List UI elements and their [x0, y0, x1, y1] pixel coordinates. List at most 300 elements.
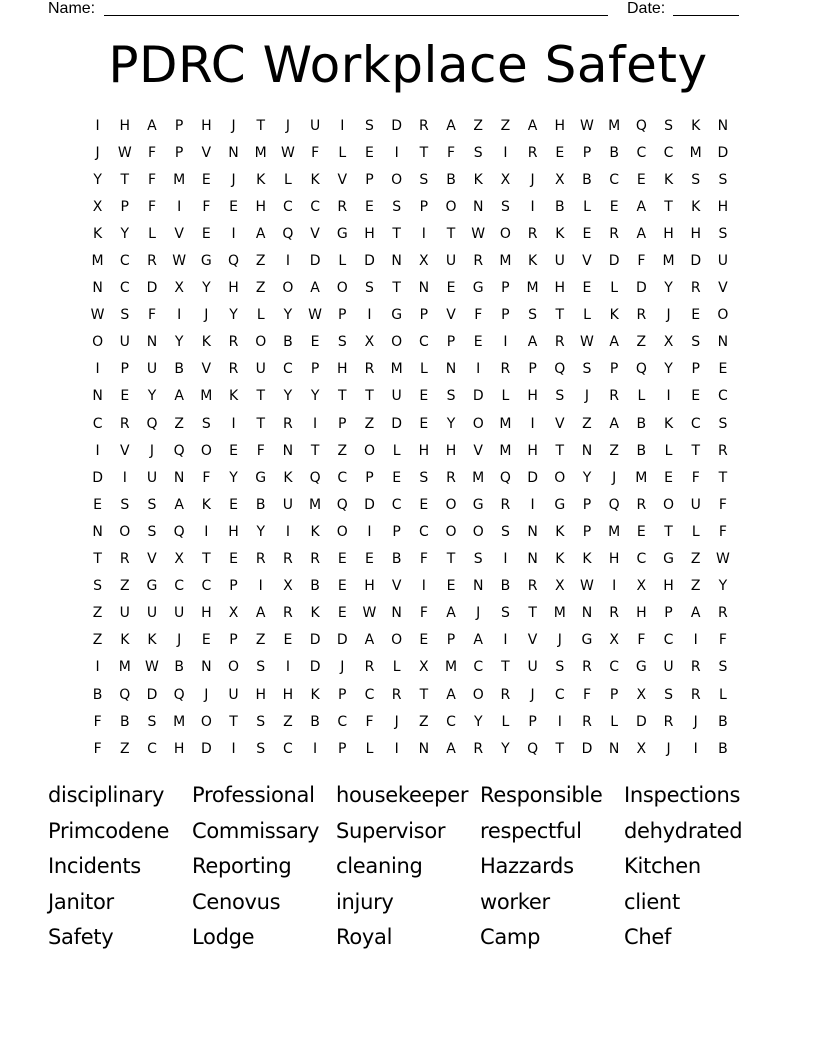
- grid-letter[interactable]: A: [690, 605, 701, 622]
- grid-letter[interactable]: Y: [174, 334, 184, 351]
- grid-letter[interactable]: H: [554, 117, 566, 134]
- grid-letter[interactable]: V: [119, 442, 130, 459]
- grid-letter[interactable]: N: [527, 551, 538, 568]
- grid-letter[interactable]: J: [666, 740, 671, 757]
- grid-letter[interactable]: K: [691, 198, 701, 215]
- grid-letter[interactable]: R: [119, 551, 130, 568]
- grid-letter[interactable]: M: [526, 280, 539, 297]
- grid-letter[interactable]: A: [446, 740, 456, 757]
- grid-letter[interactable]: A: [527, 117, 538, 134]
- grid-letter[interactable]: Q: [527, 740, 539, 757]
- grid-letter[interactable]: N: [717, 334, 729, 351]
- grid-letter[interactable]: H: [636, 605, 647, 622]
- grid-letter[interactable]: K: [283, 469, 293, 486]
- grid-letter[interactable]: H: [527, 442, 538, 459]
- grid-letter[interactable]: F: [419, 605, 428, 622]
- grid-letter[interactable]: B: [636, 415, 647, 432]
- grid-letter[interactable]: T: [419, 686, 429, 703]
- grid-letter[interactable]: B: [283, 334, 293, 351]
- grid-letter[interactable]: Q: [309, 469, 321, 486]
- grid-letter[interactable]: Y: [229, 307, 238, 324]
- grid-letter[interactable]: L: [256, 307, 265, 324]
- grid-letter[interactable]: Z: [283, 713, 293, 730]
- grid-letter[interactable]: B: [119, 713, 130, 730]
- grid-letter[interactable]: R: [500, 496, 511, 513]
- grid-letter[interactable]: S: [256, 713, 266, 730]
- grid-letter[interactable]: T: [555, 307, 565, 324]
- grid-letter[interactable]: U: [174, 605, 185, 622]
- grid-letter[interactable]: D: [309, 632, 321, 649]
- grid-letter[interactable]: Z: [609, 442, 619, 459]
- grid-letter[interactable]: I: [122, 469, 127, 486]
- grid-letter[interactable]: M: [173, 713, 186, 730]
- grid-letter[interactable]: A: [609, 415, 619, 432]
- grid-letter[interactable]: Q: [228, 253, 240, 270]
- grid-letter[interactable]: U: [445, 253, 457, 270]
- grid-letter[interactable]: S: [664, 117, 673, 134]
- grid-letter[interactable]: P: [310, 361, 320, 378]
- grid-letter[interactable]: E: [718, 361, 728, 378]
- grid-letter[interactable]: J: [584, 388, 590, 405]
- grid-letter[interactable]: I: [503, 551, 508, 568]
- grid-letter[interactable]: G: [472, 496, 484, 513]
- grid-letter[interactable]: P: [338, 415, 347, 432]
- grid-letter[interactable]: K: [201, 334, 211, 351]
- grid-letter[interactable]: C: [718, 388, 728, 405]
- grid-letter[interactable]: D: [717, 144, 729, 161]
- grid-letter[interactable]: Y: [310, 388, 320, 405]
- grid-letter[interactable]: E: [555, 144, 565, 161]
- grid-letter[interactable]: H: [690, 225, 701, 242]
- grid-letter[interactable]: G: [336, 225, 348, 242]
- grid-letter[interactable]: I: [313, 740, 318, 757]
- grid-letter[interactable]: W: [715, 551, 730, 568]
- grid-letter[interactable]: C: [663, 632, 674, 649]
- grid-letter[interactable]: R: [609, 388, 620, 405]
- grid-letter[interactable]: Q: [173, 523, 185, 540]
- grid-letter[interactable]: Y: [283, 388, 293, 405]
- grid-letter[interactable]: P: [392, 523, 401, 540]
- grid-letter[interactable]: P: [174, 144, 184, 161]
- grid-letter[interactable]: T: [256, 117, 265, 134]
- grid-letter[interactable]: I: [421, 578, 426, 595]
- grid-letter[interactable]: G: [472, 280, 484, 297]
- grid-letter[interactable]: W: [362, 605, 377, 622]
- grid-letter[interactable]: K: [310, 171, 320, 188]
- grid-letter[interactable]: P: [446, 632, 456, 649]
- grid-letter[interactable]: I: [557, 713, 562, 730]
- grid-letter[interactable]: E: [201, 225, 211, 242]
- grid-letter[interactable]: Q: [499, 469, 511, 486]
- grid-letter[interactable]: J: [557, 632, 562, 649]
- grid-letter[interactable]: E: [636, 171, 646, 188]
- grid-letter[interactable]: O: [282, 280, 294, 297]
- grid-letter[interactable]: P: [528, 361, 537, 378]
- grid-letter[interactable]: E: [419, 415, 429, 432]
- grid-letter[interactable]: S: [120, 307, 130, 324]
- grid-letter[interactable]: W: [145, 659, 159, 676]
- name-field-line[interactable]: [104, 15, 608, 16]
- grid-letter[interactable]: I: [177, 307, 182, 324]
- grid-letter[interactable]: N: [527, 523, 538, 540]
- grid-letter[interactable]: E: [310, 334, 320, 351]
- grid-letter[interactable]: H: [173, 740, 185, 757]
- grid-letter[interactable]: N: [445, 361, 457, 378]
- grid-letter[interactable]: I: [394, 740, 399, 757]
- grid-letter[interactable]: A: [636, 198, 647, 215]
- grid-letter[interactable]: S: [147, 713, 157, 730]
- grid-letter[interactable]: L: [583, 307, 591, 324]
- grid-letter[interactable]: K: [201, 496, 211, 513]
- grid-letter[interactable]: B: [609, 144, 619, 161]
- grid-letter[interactable]: J: [612, 469, 617, 486]
- grid-letter[interactable]: S: [500, 198, 510, 215]
- grid-letter[interactable]: U: [391, 388, 402, 405]
- grid-letter[interactable]: R: [554, 334, 565, 351]
- grid-letter[interactable]: C: [690, 415, 701, 432]
- grid-letter[interactable]: K: [228, 388, 239, 405]
- grid-letter[interactable]: X: [419, 253, 429, 270]
- grid-letter[interactable]: B: [718, 740, 728, 757]
- grid-letter[interactable]: F: [419, 551, 428, 568]
- grid-letter[interactable]: E: [419, 496, 429, 513]
- grid-letter[interactable]: M: [662, 253, 675, 270]
- grid-letter[interactable]: S: [555, 388, 565, 405]
- grid-letter[interactable]: I: [95, 659, 100, 676]
- grid-letter[interactable]: J: [231, 117, 236, 134]
- grid-letter[interactable]: R: [119, 415, 130, 432]
- grid-letter[interactable]: S: [365, 280, 374, 297]
- grid-letter[interactable]: M: [499, 253, 512, 270]
- grid-letter[interactable]: F: [718, 632, 727, 649]
- grid-letter[interactable]: I: [95, 361, 100, 378]
- grid-letter[interactable]: O: [472, 415, 484, 432]
- grid-letter[interactable]: Z: [473, 117, 484, 134]
- grid-letter[interactable]: G: [200, 253, 212, 270]
- grid-letter[interactable]: F: [474, 307, 483, 324]
- grid-letter[interactable]: C: [337, 469, 348, 486]
- grid-letter[interactable]: Z: [174, 415, 184, 432]
- grid-letter[interactable]: C: [636, 144, 647, 161]
- grid-letter[interactable]: F: [202, 469, 211, 486]
- grid-letter[interactable]: H: [201, 117, 212, 134]
- grid-letter[interactable]: E: [201, 171, 211, 188]
- grid-letter[interactable]: H: [282, 686, 294, 703]
- grid-letter[interactable]: N: [173, 469, 185, 486]
- grid-letter[interactable]: L: [501, 388, 510, 405]
- grid-letter[interactable]: S: [120, 496, 130, 513]
- grid-letter[interactable]: M: [91, 253, 104, 270]
- grid-letter[interactable]: O: [228, 659, 240, 676]
- grid-letter[interactable]: M: [254, 144, 267, 161]
- grid-letter[interactable]: C: [310, 198, 320, 215]
- grid-letter[interactable]: M: [635, 469, 648, 486]
- grid-letter[interactable]: U: [228, 686, 239, 703]
- grid-letter[interactable]: R: [147, 253, 157, 270]
- grid-letter[interactable]: U: [119, 334, 130, 351]
- grid-letter[interactable]: S: [664, 686, 673, 703]
- grid-letter[interactable]: Z: [364, 415, 375, 432]
- grid-letter[interactable]: S: [718, 659, 728, 676]
- grid-letter[interactable]: J: [204, 686, 209, 703]
- grid-letter[interactable]: N: [391, 605, 402, 622]
- grid-letter[interactable]: I: [95, 442, 100, 459]
- grid-letter[interactable]: S: [256, 740, 266, 757]
- grid-letter[interactable]: L: [392, 442, 401, 459]
- grid-letter[interactable]: L: [610, 713, 619, 730]
- grid-letter[interactable]: B: [174, 361, 184, 378]
- grid-letter[interactable]: C: [663, 144, 674, 161]
- grid-letter[interactable]: B: [718, 713, 728, 730]
- grid-letter[interactable]: V: [527, 632, 538, 649]
- grid-letter[interactable]: R: [255, 551, 266, 568]
- grid-letter[interactable]: T: [718, 469, 728, 486]
- grid-letter[interactable]: S: [473, 551, 483, 568]
- grid-letter[interactable]: F: [147, 198, 156, 215]
- grid-letter[interactable]: B: [310, 578, 320, 595]
- grid-letter[interactable]: K: [256, 171, 266, 188]
- grid-letter[interactable]: D: [690, 253, 702, 270]
- grid-letter[interactable]: I: [503, 632, 508, 649]
- grid-letter[interactable]: U: [119, 605, 130, 622]
- grid-letter[interactable]: H: [554, 280, 566, 297]
- grid-letter[interactable]: V: [718, 280, 728, 297]
- grid-letter[interactable]: I: [285, 253, 290, 270]
- grid-letter[interactable]: I: [367, 307, 372, 324]
- grid-letter[interactable]: P: [609, 686, 619, 703]
- grid-letter[interactable]: P: [501, 307, 510, 324]
- grid-letter[interactable]: H: [364, 578, 375, 595]
- grid-letter[interactable]: M: [499, 442, 512, 459]
- grid-letter[interactable]: Q: [554, 361, 566, 378]
- grid-letter[interactable]: Z: [119, 578, 130, 595]
- grid-letter[interactable]: X: [636, 578, 647, 595]
- grid-letter[interactable]: Y: [473, 713, 483, 730]
- grid-letter[interactable]: O: [391, 171, 403, 188]
- grid-letter[interactable]: K: [93, 225, 103, 242]
- grid-letter[interactable]: I: [340, 117, 345, 134]
- grid-letter[interactable]: R: [609, 605, 620, 622]
- grid-letter[interactable]: J: [149, 442, 155, 459]
- grid-letter[interactable]: C: [473, 659, 484, 676]
- grid-letter[interactable]: Q: [635, 361, 647, 378]
- grid-letter[interactable]: T: [555, 442, 565, 459]
- grid-letter[interactable]: M: [444, 659, 458, 676]
- grid-letter[interactable]: S: [718, 415, 728, 432]
- grid-letter[interactable]: Q: [146, 415, 158, 432]
- grid-letter[interactable]: L: [610, 280, 619, 297]
- grid-letter[interactable]: F: [447, 144, 456, 161]
- grid-letter[interactable]: S: [473, 144, 483, 161]
- grid-letter[interactable]: S: [555, 659, 565, 676]
- grid-letter[interactable]: O: [554, 469, 566, 486]
- grid-letter[interactable]: I: [476, 361, 481, 378]
- grid-letter[interactable]: A: [174, 496, 184, 513]
- grid-letter[interactable]: S: [201, 415, 211, 432]
- grid-letter[interactable]: V: [201, 361, 212, 378]
- grid-letter[interactable]: H: [364, 225, 375, 242]
- grid-letter[interactable]: I: [394, 144, 399, 161]
- grid-letter[interactable]: R: [690, 686, 701, 703]
- grid-letter[interactable]: V: [147, 551, 157, 568]
- grid-letter[interactable]: D: [391, 415, 403, 432]
- grid-letter[interactable]: E: [120, 388, 130, 405]
- grid-letter[interactable]: K: [120, 632, 130, 649]
- grid-letter[interactable]: M: [200, 388, 213, 405]
- grid-letter[interactable]: M: [390, 361, 403, 378]
- grid-letter[interactable]: F: [582, 686, 591, 703]
- grid-letter[interactable]: I: [367, 523, 372, 540]
- grid-letter[interactable]: P: [365, 469, 374, 486]
- grid-letter[interactable]: Y: [664, 280, 673, 297]
- grid-letter[interactable]: R: [364, 659, 375, 676]
- grid-letter[interactable]: C: [337, 713, 348, 730]
- grid-letter[interactable]: O: [391, 334, 403, 351]
- grid-letter[interactable]: B: [554, 198, 565, 215]
- grid-letter[interactable]: Y: [93, 171, 102, 188]
- grid-letter[interactable]: E: [337, 578, 347, 595]
- grid-letter[interactable]: Z: [255, 253, 266, 270]
- grid-letter[interactable]: I: [612, 578, 617, 595]
- grid-letter[interactable]: D: [635, 713, 647, 730]
- grid-letter[interactable]: P: [338, 740, 347, 757]
- grid-letter[interactable]: S: [256, 659, 266, 676]
- grid-letter[interactable]: T: [446, 551, 456, 568]
- grid-letter[interactable]: I: [313, 415, 318, 432]
- grid-letter[interactable]: J: [231, 171, 236, 188]
- grid-letter[interactable]: N: [581, 605, 593, 622]
- grid-letter[interactable]: Y: [120, 225, 130, 242]
- grid-letter[interactable]: D: [608, 253, 620, 270]
- grid-letter[interactable]: T: [310, 442, 320, 459]
- grid-letter[interactable]: J: [666, 307, 671, 324]
- grid-letter[interactable]: A: [174, 388, 184, 405]
- grid-letter[interactable]: L: [719, 686, 727, 703]
- grid-letter[interactable]: H: [228, 280, 239, 297]
- grid-letter[interactable]: E: [473, 334, 483, 351]
- grid-letter[interactable]: E: [419, 632, 429, 649]
- grid-letter[interactable]: P: [528, 713, 537, 730]
- grid-letter[interactable]: E: [365, 551, 374, 568]
- grid-letter[interactable]: P: [664, 605, 673, 622]
- grid-letter[interactable]: Z: [92, 605, 103, 622]
- grid-letter[interactable]: C: [119, 253, 130, 270]
- grid-letter[interactable]: O: [200, 442, 212, 459]
- grid-letter[interactable]: U: [717, 253, 729, 270]
- grid-letter[interactable]: I: [530, 198, 535, 215]
- grid-letter[interactable]: U: [309, 117, 321, 134]
- grid-letter[interactable]: B: [446, 171, 456, 188]
- grid-letter[interactable]: E: [283, 632, 293, 649]
- grid-letter[interactable]: Z: [690, 578, 701, 595]
- grid-letter[interactable]: H: [717, 198, 729, 215]
- grid-letter[interactable]: M: [472, 469, 485, 486]
- grid-letter[interactable]: K: [310, 605, 320, 622]
- grid-letter[interactable]: F: [147, 144, 156, 161]
- grid-letter[interactable]: J: [530, 686, 535, 703]
- grid-letter[interactable]: F: [691, 469, 700, 486]
- grid-letter[interactable]: W: [580, 334, 594, 351]
- grid-letter[interactable]: A: [473, 632, 483, 649]
- grid-letter[interactable]: P: [501, 280, 510, 297]
- grid-letter[interactable]: W: [172, 253, 187, 270]
- grid-letter[interactable]: S: [718, 171, 728, 188]
- grid-letter[interactable]: A: [446, 686, 456, 703]
- grid-letter[interactable]: E: [636, 523, 646, 540]
- grid-letter[interactable]: I: [177, 198, 182, 215]
- grid-letter[interactable]: R: [228, 361, 239, 378]
- grid-letter[interactable]: B: [500, 578, 511, 595]
- grid-letter[interactable]: I: [231, 225, 236, 242]
- grid-letter[interactable]: E: [365, 144, 374, 161]
- grid-letter[interactable]: G: [146, 578, 158, 595]
- grid-letter[interactable]: V: [473, 442, 483, 459]
- grid-letter[interactable]: V: [201, 144, 212, 161]
- grid-letter[interactable]: Q: [173, 442, 185, 459]
- grid-letter[interactable]: T: [338, 388, 347, 405]
- grid-letter[interactable]: A: [364, 632, 375, 649]
- grid-letter[interactable]: F: [256, 442, 265, 459]
- grid-letter[interactable]: T: [120, 171, 130, 188]
- grid-letter[interactable]: S: [419, 171, 429, 188]
- grid-letter[interactable]: Y: [501, 740, 510, 757]
- grid-letter[interactable]: F: [311, 144, 320, 161]
- grid-letter[interactable]: T: [664, 198, 673, 215]
- grid-letter[interactable]: E: [229, 551, 238, 568]
- grid-letter[interactable]: E: [229, 442, 238, 459]
- grid-letter[interactable]: U: [255, 361, 266, 378]
- grid-letter[interactable]: Q: [608, 496, 620, 513]
- grid-letter[interactable]: T: [392, 280, 401, 297]
- grid-letter[interactable]: Z: [500, 117, 511, 134]
- grid-letter[interactable]: A: [446, 117, 456, 134]
- grid-letter[interactable]: P: [691, 361, 700, 378]
- grid-letter[interactable]: B: [310, 713, 320, 730]
- grid-letter[interactable]: R: [609, 225, 620, 242]
- grid-letter[interactable]: Z: [119, 740, 130, 757]
- grid-letter[interactable]: W: [280, 144, 295, 161]
- grid-letter[interactable]: H: [337, 361, 348, 378]
- grid-letter[interactable]: E: [93, 496, 103, 513]
- grid-letter[interactable]: X: [554, 171, 565, 188]
- grid-letter[interactable]: P: [419, 307, 429, 324]
- grid-letter[interactable]: T: [229, 713, 238, 730]
- grid-letter[interactable]: R: [418, 117, 429, 134]
- grid-letter[interactable]: I: [503, 334, 508, 351]
- grid-letter[interactable]: R: [527, 225, 538, 242]
- grid-letter[interactable]: C: [418, 523, 429, 540]
- grid-letter[interactable]: N: [282, 442, 294, 459]
- grid-letter[interactable]: R: [310, 551, 320, 568]
- grid-letter[interactable]: F: [147, 171, 156, 188]
- grid-letter[interactable]: S: [691, 171, 701, 188]
- grid-letter[interactable]: C: [554, 686, 565, 703]
- grid-letter[interactable]: K: [691, 117, 701, 134]
- grid-letter[interactable]: B: [92, 686, 103, 703]
- grid-letter[interactable]: E: [582, 280, 592, 297]
- grid-letter[interactable]: S: [93, 578, 103, 595]
- grid-letter[interactable]: D: [364, 253, 375, 270]
- grid-letter[interactable]: I: [503, 144, 508, 161]
- grid-letter[interactable]: V: [310, 225, 320, 242]
- grid-letter[interactable]: N: [472, 578, 484, 595]
- grid-letter[interactable]: I: [95, 117, 100, 134]
- grid-letter[interactable]: B: [255, 496, 266, 513]
- grid-letter[interactable]: M: [553, 605, 566, 622]
- grid-letter[interactable]: X: [500, 171, 511, 188]
- grid-letter[interactable]: G: [391, 307, 403, 324]
- grid-letter[interactable]: X: [364, 334, 375, 351]
